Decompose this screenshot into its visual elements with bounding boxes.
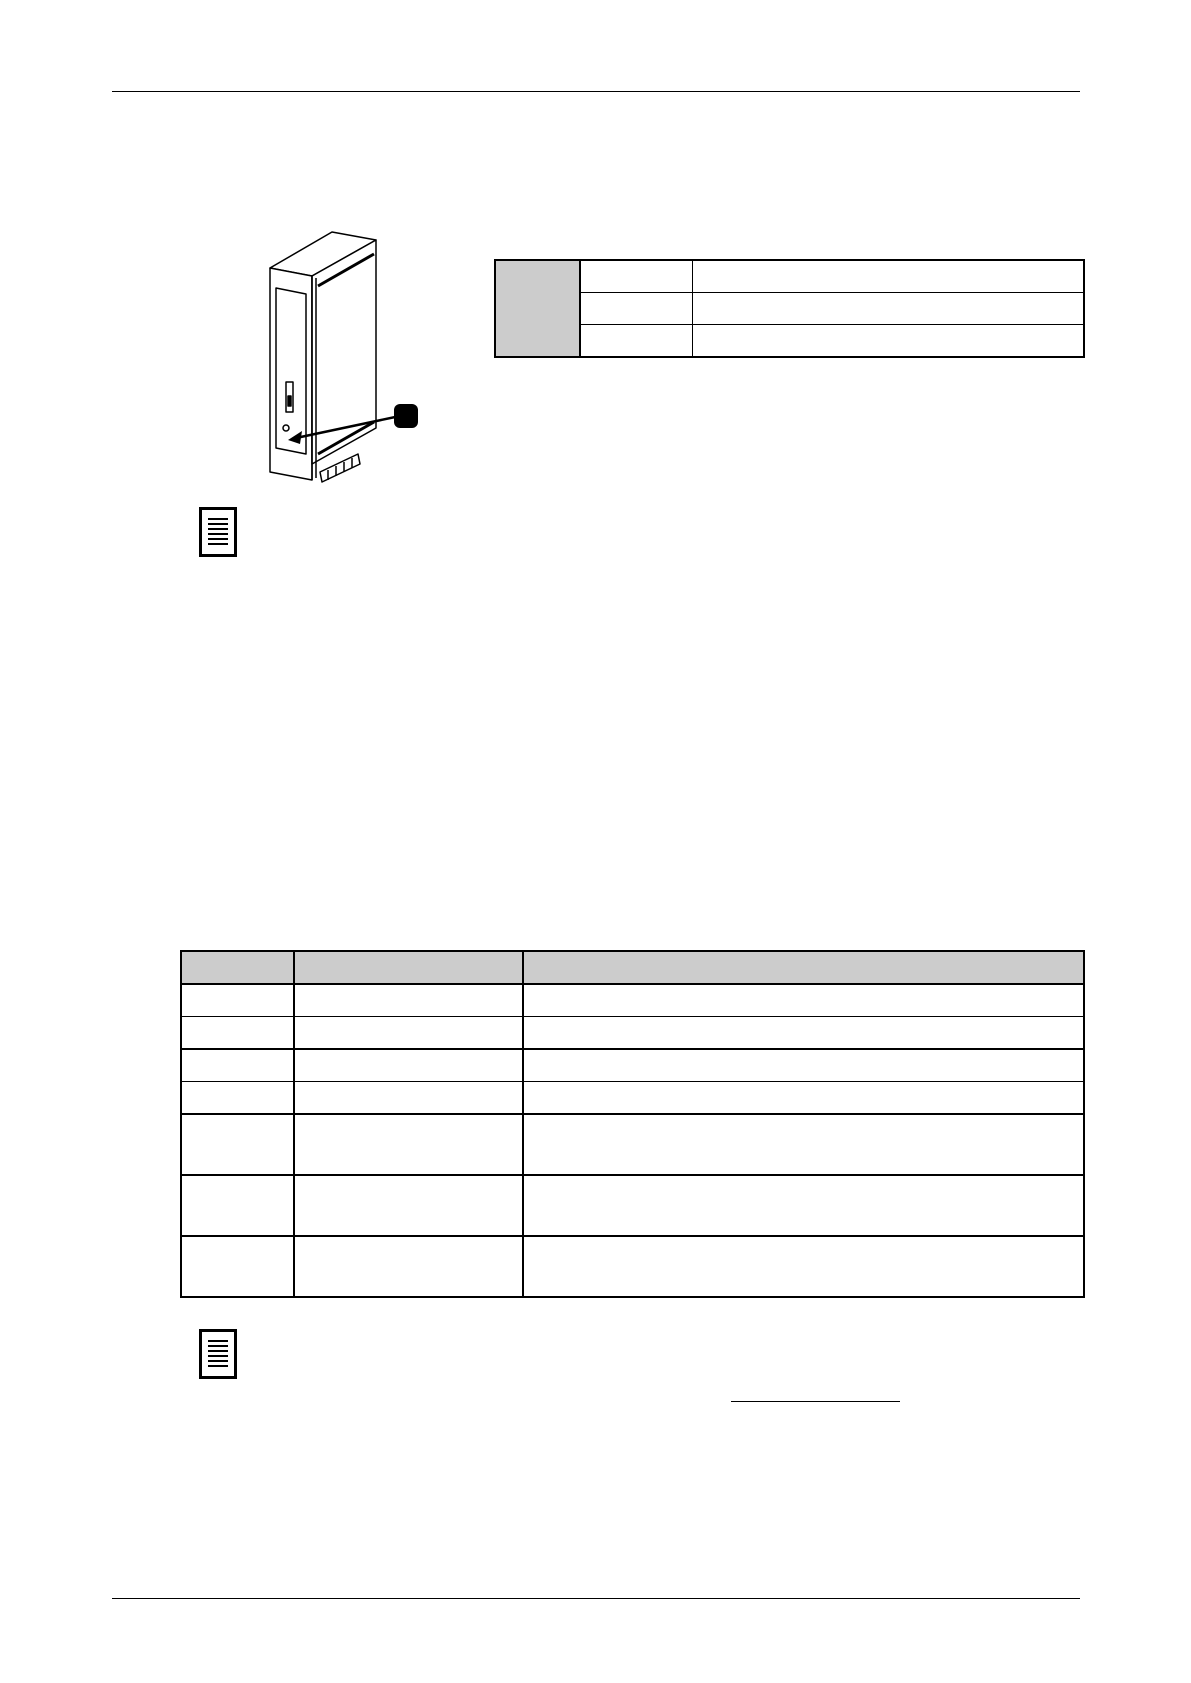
table-header-row bbox=[181, 951, 1084, 984]
table-cell bbox=[523, 1017, 1084, 1050]
table-row bbox=[495, 325, 1084, 358]
led-group-label bbox=[495, 260, 580, 357]
led-state-cell bbox=[580, 260, 692, 293]
table-cell bbox=[181, 1049, 294, 1082]
table-cell bbox=[523, 984, 1084, 1017]
table-cell bbox=[294, 984, 523, 1017]
table-cell bbox=[181, 1236, 294, 1297]
table-cell bbox=[294, 1082, 523, 1115]
table-cell bbox=[523, 1114, 1084, 1175]
footer-rule bbox=[112, 1598, 1080, 1599]
note-icon bbox=[199, 1329, 237, 1379]
table-cell bbox=[181, 1114, 294, 1175]
table-row bbox=[181, 984, 1084, 1017]
table-row bbox=[181, 1017, 1084, 1050]
table-cell bbox=[181, 1082, 294, 1115]
column-header bbox=[181, 951, 294, 984]
led-description-cell bbox=[692, 293, 1084, 325]
device-illustration bbox=[262, 228, 442, 488]
note-icon bbox=[199, 507, 237, 557]
table-row bbox=[181, 1236, 1084, 1297]
header-rule bbox=[112, 91, 1080, 92]
led-status-table bbox=[494, 259, 1085, 358]
status-code-table bbox=[180, 950, 1085, 1298]
table-row bbox=[181, 1175, 1084, 1236]
table-cell bbox=[523, 1175, 1084, 1236]
led-state-cell bbox=[580, 293, 692, 325]
table-cell bbox=[523, 1236, 1084, 1297]
column-header bbox=[294, 951, 523, 984]
table-cell bbox=[523, 1082, 1084, 1115]
table-row bbox=[495, 260, 1084, 293]
callout-marker bbox=[394, 404, 418, 428]
table-row bbox=[181, 1114, 1084, 1175]
table-cell bbox=[294, 1175, 523, 1236]
led-description-cell bbox=[692, 260, 1084, 293]
table-cell bbox=[181, 984, 294, 1017]
table-row bbox=[181, 1049, 1084, 1082]
table-cell bbox=[294, 1049, 523, 1082]
table-cell bbox=[294, 1114, 523, 1175]
table-cell bbox=[181, 1017, 294, 1050]
led-state-cell bbox=[580, 325, 692, 358]
table-cell bbox=[294, 1017, 523, 1050]
column-header bbox=[523, 951, 1084, 984]
table-cell bbox=[181, 1175, 294, 1236]
table-cell bbox=[523, 1049, 1084, 1082]
link-underline bbox=[731, 1401, 900, 1402]
table-row bbox=[181, 1082, 1084, 1115]
table-cell bbox=[294, 1236, 523, 1297]
led-description-cell bbox=[692, 325, 1084, 358]
table-row bbox=[495, 293, 1084, 325]
